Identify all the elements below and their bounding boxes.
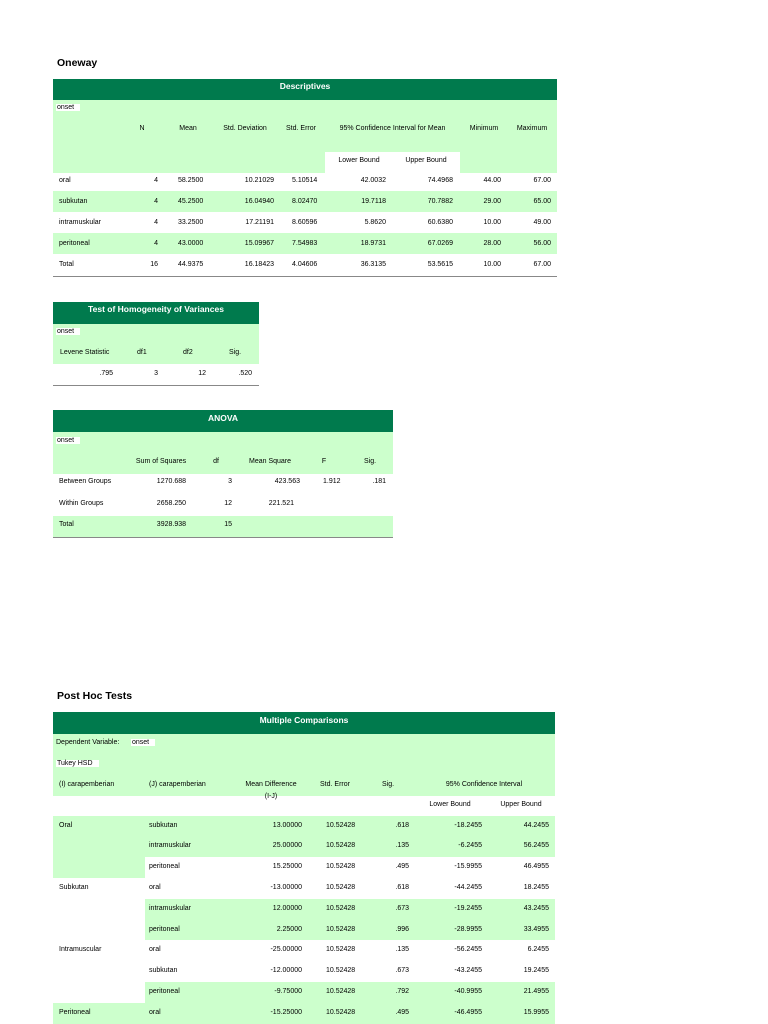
mc-row-j: subkutan — [149, 967, 178, 974]
mc-header-md2: (I-J) — [264, 793, 278, 800]
homogeneity-title: Test of Homogeneity of Variances — [53, 302, 259, 324]
desc-cell: 4 — [154, 240, 158, 247]
desc-cell: 8.60596 — [292, 219, 318, 226]
homog-header-df1: df1 — [137, 349, 147, 356]
mc-cell: .495 — [395, 863, 409, 870]
mc-cell: 12.00000 — [272, 905, 302, 912]
anova-variable: onset — [56, 437, 80, 444]
mc-cell: -15.25000 — [270, 1009, 302, 1016]
desc-header-upper: Upper Bound — [405, 157, 447, 164]
mc-cell: -25.00000 — [270, 946, 302, 953]
anova-cell: 1.912 — [323, 478, 341, 485]
anova-header-df: df — [213, 458, 219, 465]
anova-header-ss: Sum of Squares — [135, 458, 187, 465]
desc-cell: 65.00 — [533, 198, 551, 205]
mc-cell: .618 — [395, 884, 409, 891]
mc-row-j: intramuskular — [149, 842, 192, 849]
anova-header-sig: Sig. — [363, 458, 377, 465]
homog-cell: .520 — [238, 370, 252, 377]
mc-cell: -46.4955 — [454, 1009, 482, 1016]
mc-row-j: intramuskular — [149, 905, 192, 912]
mc-cell: 19.2455 — [523, 967, 549, 974]
mc-cell: .673 — [395, 967, 409, 974]
desc-row-label: subkutan — [59, 198, 88, 205]
mc-cell: 56.2455 — [523, 842, 549, 849]
desc-cell: 67.0269 — [427, 240, 453, 247]
mc-header-md: Mean Difference — [245, 781, 297, 788]
multiple-title: Multiple Comparisons — [53, 712, 555, 734]
mc-row-j: subkutan — [149, 822, 178, 829]
anova-cell: 221.521 — [268, 500, 294, 507]
anova-row-label: Total — [59, 521, 74, 528]
mc-row-j: peritoneal — [149, 988, 180, 995]
homog-header-levene: Levene Statistic — [60, 349, 110, 356]
mc-cell: .495 — [395, 1009, 409, 1016]
desc-cell: 4.04606 — [292, 261, 318, 268]
desc-cell: 74.4968 — [427, 177, 453, 184]
mc-cell: 2.25000 — [276, 926, 302, 933]
mc-cell: -6.2455 — [458, 842, 482, 849]
desc-cell: 4 — [154, 198, 158, 205]
anova-cell: 423.563 — [274, 478, 300, 485]
anova-cell: 3 — [228, 478, 232, 485]
desc-cell: 16.18423 — [244, 261, 274, 268]
desc-cell: 19.7118 — [361, 198, 386, 205]
anova-header-ms: Mean Square — [248, 458, 292, 465]
desc-row-label: intramuskular — [59, 219, 102, 226]
desc-cell: 17.21191 — [245, 219, 274, 226]
mc-row-j: oral — [149, 946, 161, 953]
mc-header-sig: Sig. — [381, 781, 395, 788]
mc-cell: -43.2455 — [454, 967, 482, 974]
desc-cell: 44.9375 — [178, 261, 204, 268]
mc-cell: -44.2455 — [454, 884, 482, 891]
desc-row-label: oral — [59, 177, 71, 184]
desc-cell: 5.10514 — [292, 177, 318, 184]
desc-cell: 4 — [154, 219, 158, 226]
mc-cell: 15.9955 — [523, 1009, 549, 1016]
posthoc-heading: Post Hoc Tests — [57, 690, 133, 702]
desc-cell: 42.0032 — [360, 177, 386, 184]
anova-cell: 12 — [224, 500, 232, 507]
descriptives-title: Descriptives — [53, 79, 557, 100]
mc-header-se: Std. Error — [320, 781, 350, 788]
mc-cell: 10.52428 — [326, 988, 356, 995]
mc-cell: -28.9955 — [454, 926, 482, 933]
mc-cell: -15.9955 — [454, 863, 482, 870]
mc-cell: -9.75000 — [274, 988, 302, 995]
anova-title: ANOVA — [53, 410, 393, 432]
desc-cell: 33.2500 — [178, 219, 204, 226]
desc-cell: 53.5615 — [427, 261, 453, 268]
mc-row-i: Subkutan — [59, 884, 89, 891]
mc-cell: -56.2455 — [454, 946, 482, 953]
dependent-variable-label: Dependent Variable: — [56, 739, 120, 746]
mc-row-i: Oral — [59, 822, 73, 829]
mc-cell: -18.2455 — [454, 822, 482, 829]
anova-row-label: Within Groups — [59, 500, 104, 507]
mc-cell: .135 — [395, 946, 409, 953]
homog-cell: 12 — [198, 370, 206, 377]
mc-cell: .792 — [395, 988, 409, 995]
mc-cell: 10.52428 — [326, 967, 356, 974]
desc-cell: 67.00 — [533, 261, 551, 268]
mc-cell: .135 — [395, 842, 409, 849]
homog-cell: 3 — [154, 370, 158, 377]
mc-row-j: peritoneal — [149, 863, 180, 870]
desc-cell: 8.02470 — [292, 198, 318, 205]
desc-cell: 45.2500 — [178, 198, 204, 205]
anova-row-label: Between Groups — [59, 478, 112, 485]
mc-cell: 10.52428 — [326, 863, 356, 870]
homogeneity-variable: onset — [56, 328, 80, 335]
desc-row-label: Total — [59, 261, 74, 268]
mc-row-i: Intramuscular — [59, 946, 102, 953]
mc-cell: 43.2455 — [523, 905, 549, 912]
homog-cell: .795 — [99, 370, 113, 377]
mc-row-j: oral — [149, 1009, 161, 1016]
desc-cell: 18.9731 — [360, 240, 386, 247]
desc-header-min: Minimum — [469, 125, 499, 132]
anova-cell: 15 — [224, 521, 232, 528]
anova-cell: 3928.938 — [156, 521, 186, 528]
desc-header-ci: 95% Confidence Interval for Mean — [339, 125, 446, 132]
homog-header-sig: Sig. — [229, 349, 242, 356]
mc-cell: -19.2455 — [454, 905, 482, 912]
mc-cell: 10.52428 — [326, 884, 356, 891]
desc-header-lower: Lower Bound — [338, 157, 380, 164]
desc-cell: 56.00 — [533, 240, 551, 247]
mc-cell: 10.52428 — [326, 822, 356, 829]
anova-cell: 2658.250 — [156, 500, 186, 507]
mc-cell: .673 — [395, 905, 409, 912]
desc-cell: 70.7882 — [427, 198, 453, 205]
desc-cell: 4 — [154, 177, 158, 184]
anova-cell: 1270.688 — [156, 478, 186, 485]
mc-cell: 13.00000 — [272, 822, 302, 829]
desc-header-std-dev: Std. Deviation — [223, 125, 267, 132]
desc-header-std-err: Std. Error — [286, 125, 316, 132]
mc-row-j: oral — [149, 884, 161, 891]
mc-cell: .618 — [395, 822, 409, 829]
mc-row-j: peritoneal — [149, 926, 180, 933]
mc-cell: 10.52428 — [326, 946, 356, 953]
mc-cell: 18.2455 — [523, 884, 549, 891]
mc-cell: 10.52428 — [326, 842, 356, 849]
oneway-heading: Oneway — [57, 57, 98, 69]
mc-cell: 6.2455 — [527, 946, 549, 953]
mc-cell: 46.4955 — [523, 863, 549, 870]
method-label: Tukey HSD — [56, 760, 99, 767]
mc-header-i: (I) carapemberian — [59, 781, 115, 788]
mc-cell: -12.00000 — [270, 967, 302, 974]
mc-cell: 10.52428 — [326, 905, 356, 912]
desc-cell: 10.00 — [483, 219, 501, 226]
dependent-variable-value: onset — [131, 739, 155, 746]
desc-cell: 15.09967 — [244, 240, 274, 247]
anova-cell: .181 — [372, 478, 386, 485]
desc-cell: 16 — [150, 261, 158, 268]
desc-header-mean: Mean — [179, 125, 197, 132]
mc-cell: 15.25000 — [272, 863, 302, 870]
mc-cell: .996 — [395, 926, 409, 933]
mc-header-ci: 95% Confidence Interval — [445, 781, 523, 788]
homog-header-df2: df2 — [183, 349, 193, 356]
desc-cell: 10.21029 — [244, 177, 274, 184]
mc-cell: 44.2455 — [523, 822, 549, 829]
anova-header-f: F — [321, 458, 327, 465]
desc-cell: 5.8620 — [364, 219, 386, 226]
mc-cell: 25.00000 — [272, 842, 302, 849]
desc-cell: 16.04940 — [244, 198, 274, 205]
desc-cell: 43.0000 — [178, 240, 204, 247]
desc-cell: 7.54983 — [292, 240, 318, 247]
desc-cell: 10.00 — [483, 261, 501, 268]
desc-cell: 28.00 — [483, 240, 501, 247]
desc-cell: 67.00 — [533, 177, 551, 184]
mc-header-j: (J) carapemberian — [149, 781, 206, 788]
desc-cell: 36.3135 — [360, 261, 386, 268]
desc-cell: 44.00 — [483, 177, 501, 184]
desc-cell: 60.6380 — [427, 219, 453, 226]
mc-header-lower: Lower Bound — [429, 801, 471, 808]
desc-cell: 58.2500 — [178, 177, 204, 184]
mc-header-upper: Upper Bound — [500, 801, 542, 808]
desc-header-n: N — [139, 125, 145, 132]
mc-cell: -40.9955 — [454, 988, 482, 995]
mc-cell: 10.52428 — [326, 926, 356, 933]
desc-cell: 49.00 — [533, 219, 551, 226]
descriptives-variable: onset — [56, 104, 80, 111]
desc-cell: 29.00 — [483, 198, 501, 205]
desc-header-max: Maximum — [516, 125, 548, 132]
mc-cell: 21.4955 — [523, 988, 549, 995]
mc-cell: 10.52428 — [326, 1009, 356, 1016]
desc-row-label: peritoneal — [59, 240, 90, 247]
mc-cell: 33.4955 — [523, 926, 549, 933]
mc-row-i: Peritoneal — [59, 1009, 91, 1016]
mc-cell: -13.00000 — [270, 884, 302, 891]
